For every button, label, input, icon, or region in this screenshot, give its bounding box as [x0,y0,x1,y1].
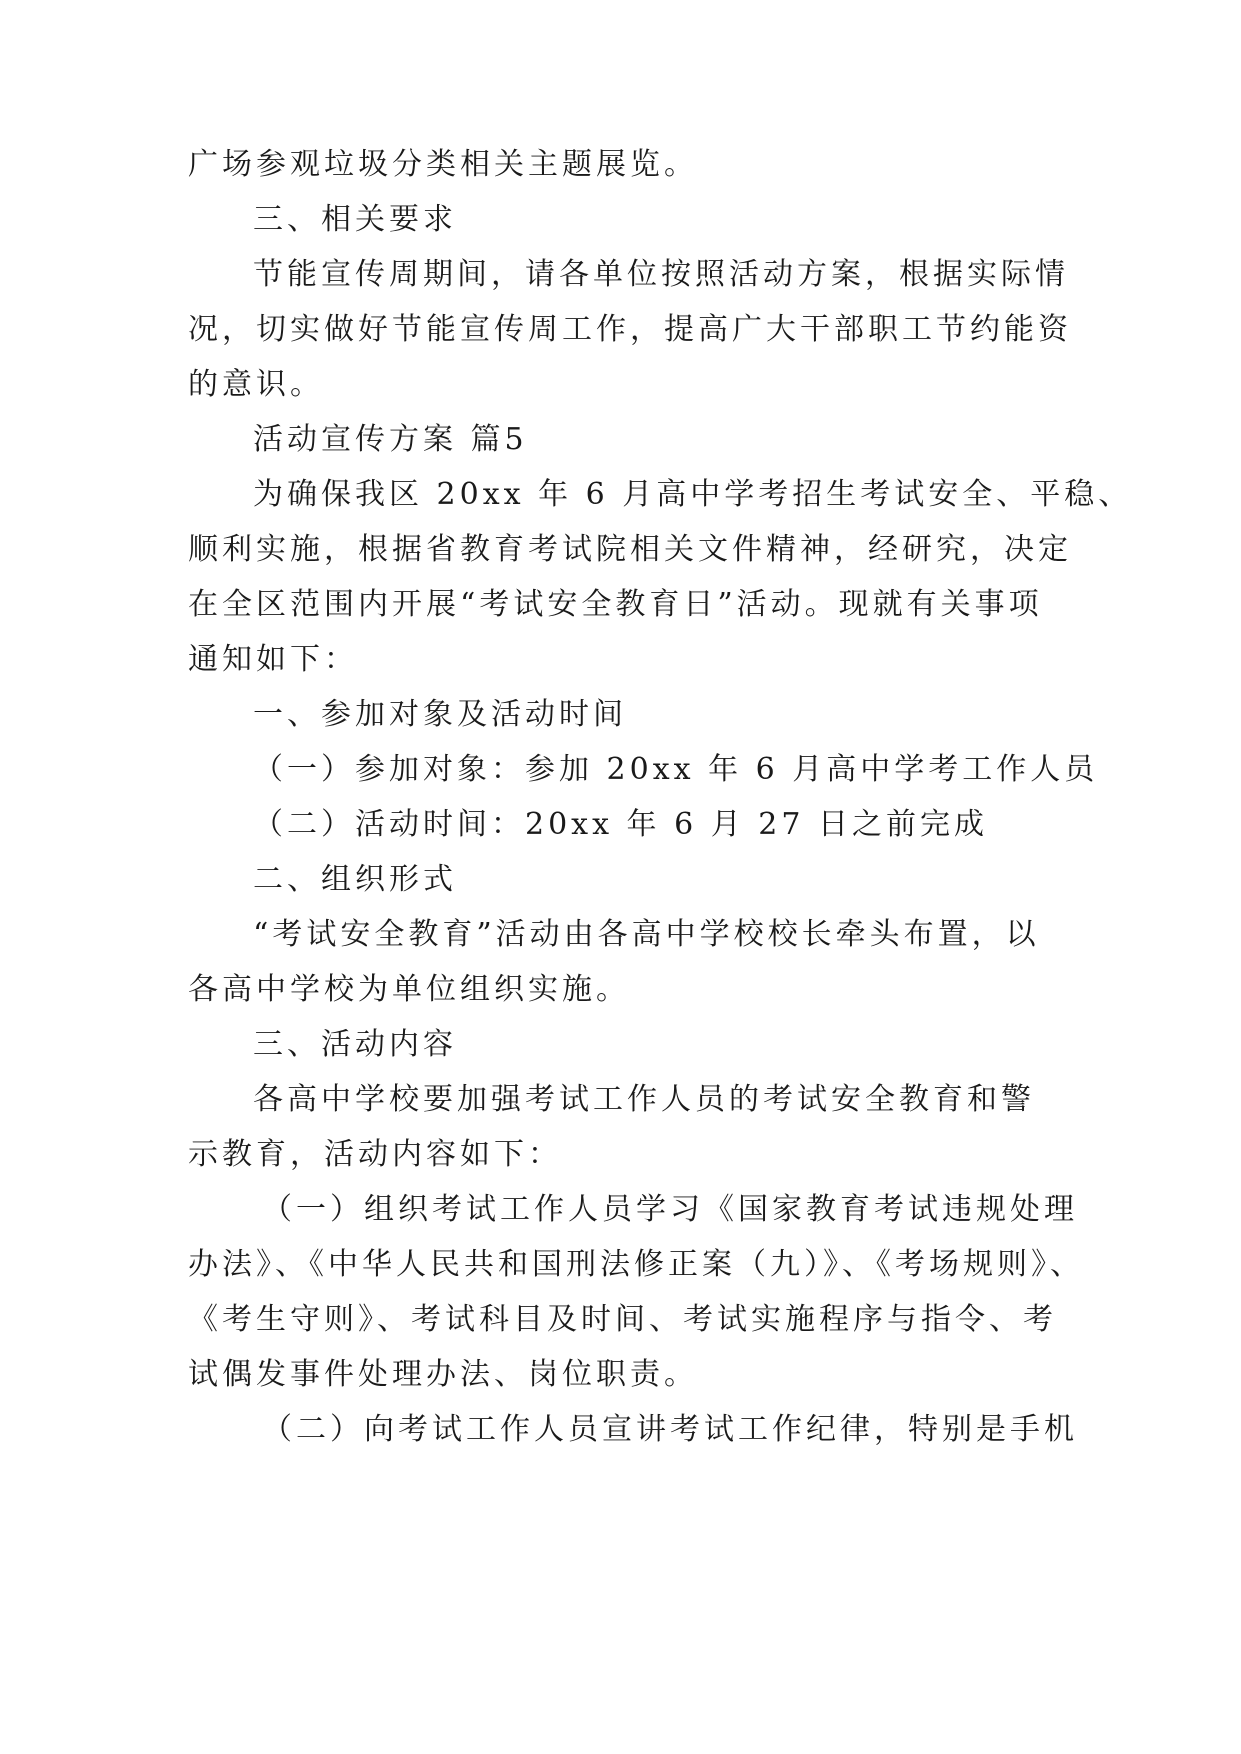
list-item: （二）向考试工作人员宣讲考试工作纪律，特别是手机 [262,1412,1078,1447]
paragraph-line: 顺利实施，根据省教育考试院相关文件精神，经研究，决定 [188,532,1072,567]
paragraph-line: 各高中学校为单位组织实施。 [188,972,630,1007]
paragraph-line: 通知如下： [188,642,358,677]
section-heading: 一、参加对象及活动时间 [253,697,627,732]
paragraph-line: “考试安全教育”活动由各高中学校校长牵头布置，以 [253,917,1040,952]
article-title: 活动宣传方案 篇5 [253,422,528,457]
list-item: （二）活动时间：20xx 年 6 月 27 日之前完成 [253,807,988,842]
list-item: （一）组织考试工作人员学习《国家教育考试违规处理 [262,1192,1078,1227]
paragraph-line: 试偶发事件处理办法、岗位职责。 [188,1357,698,1392]
paragraph-line: 在全区范围内开展“考试安全教育日”活动。现就有关事项 [188,587,1043,622]
paragraph-line: 《考生守则》、考试科目及时间、考试实施程序与指令、考 [188,1302,1057,1337]
paragraph-line: 为确保我区 20xx 年 6 月高中学考招生考试安全、平稳、 [253,477,1133,512]
paragraph-line: 办法》、《中华人民共和国刑法修正案（九）》、《考场规则》、 [188,1247,1084,1282]
paragraph-line: 广场参观垃圾分类相关主题展览。 [188,147,698,182]
section-heading: 三、相关要求 [253,202,457,237]
section-heading: 二、组织形式 [253,862,457,897]
paragraph-line: 各高中学校要加强考试工作人员的考试安全教育和警 [253,1082,1035,1117]
section-heading: 三、活动内容 [253,1027,457,1062]
paragraph-line: 示教育，活动内容如下： [188,1137,562,1172]
paragraph-line: 况，切实做好节能宣传周工作，提高广大干部职工节约能资 [188,312,1072,347]
list-item: （一）参加对象：参加 20xx 年 6 月高中学考工作人员 [253,752,1099,787]
paragraph-line: 的意识。 [188,367,324,402]
paragraph-line: 节能宣传周期间，请各单位按照活动方案，根据实际情 [253,257,1069,292]
